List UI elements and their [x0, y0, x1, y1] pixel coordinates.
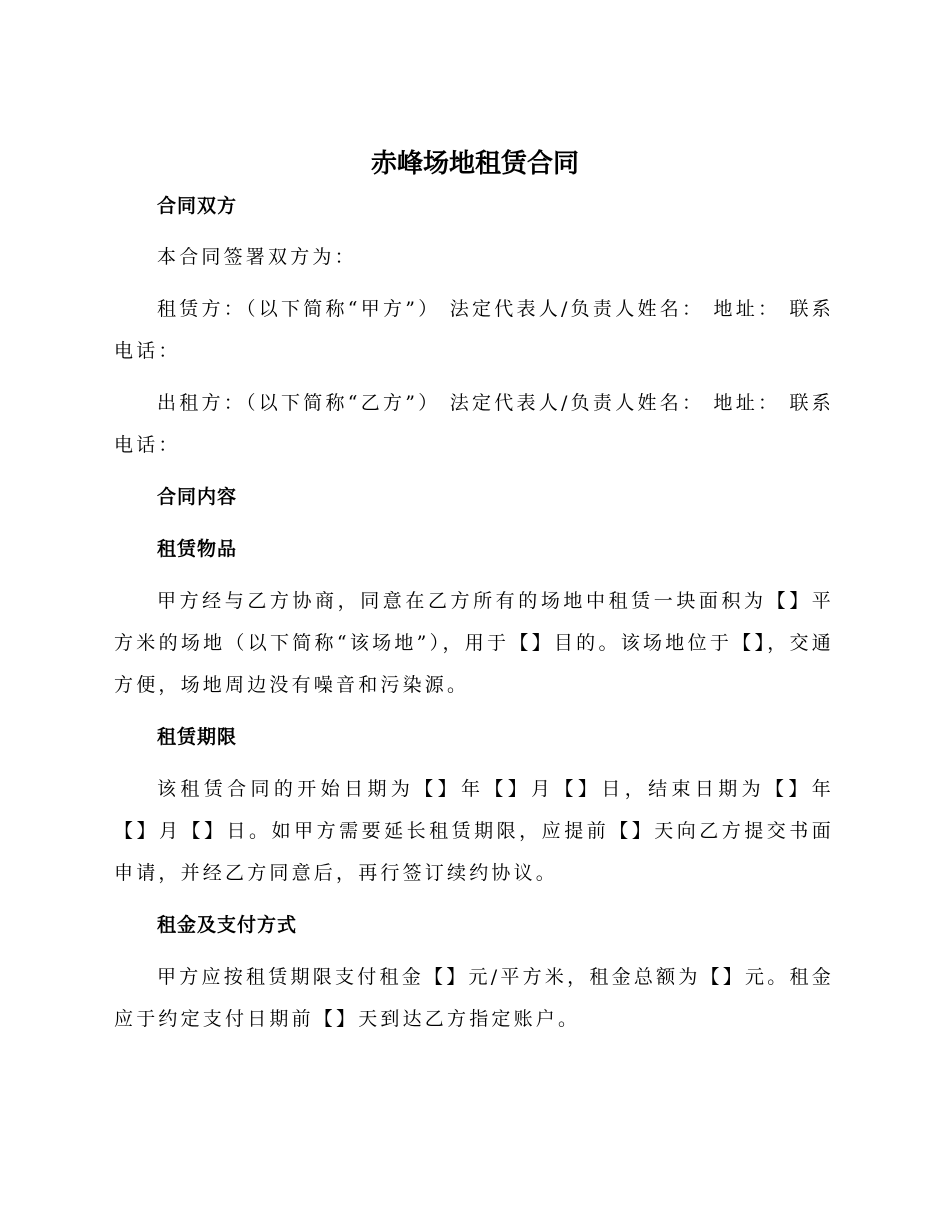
- section-heading-term: 租赁期限: [157, 726, 238, 748]
- paragraph-rent: 甲方应按租赁期限支付租金【】元/平方米，租金总额为【】元。租金应于约定支付日期前【】天到达乙方指定账户。: [114, 966, 834, 1030]
- paragraph-lessee: 租赁方：（以下简称“甲方”） 法定代表人/负责人姓名： 地址： 联系电话：: [114, 298, 834, 362]
- paragraph-item: 甲方经与乙方协商，同意在乙方所有的场地中租赁一块面积为【】平方米的场地（以下简称“该场地”），用于【】目的。该场地位于【】，交通方便，场地周边没有噪音和污染源。: [114, 590, 834, 696]
- section-heading-parties: 合同双方: [157, 195, 238, 217]
- paragraph-term: 该租赁合同的开始日期为【】年【】月【】日，结束日期为【】年【】月【】日。如甲方需要延长租赁期限，应提前【】天向乙方提交书面申请，并经乙方同意后，再行签订续约协议。: [114, 778, 834, 884]
- paragraph-lessor: 出租方：（以下简称“乙方”） 法定代表人/负责人姓名： 地址： 联系电话：: [114, 392, 834, 456]
- section-heading-item: 租赁物品: [157, 538, 238, 560]
- section-heading-rent: 租金及支付方式: [157, 914, 298, 936]
- section-heading-content: 合同内容: [157, 486, 238, 508]
- paragraph-parties-intro: 本合同签署双方为：: [157, 246, 357, 268]
- document-title: 赤峰场地租赁合同: [370, 149, 579, 179]
